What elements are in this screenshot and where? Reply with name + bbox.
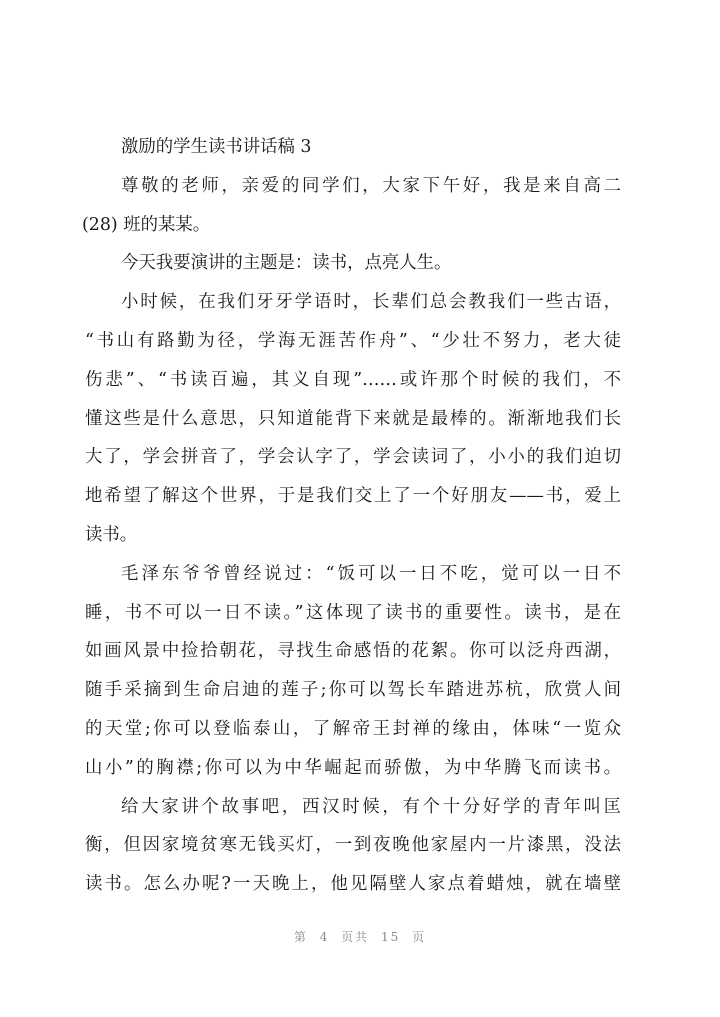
- paragraph-childhood-line: 伤悲”、“书读百遍，其义自现”……或许那个时候的我们，不: [85, 369, 621, 390]
- paragraph-quote-line: 毛泽东爷爷曾经说过：“饭可以一日不吃，觉可以一日不: [121, 563, 621, 584]
- paragraph-quote-line: 如画风景中捡拾朝花，寻找生命感悟的花絮。你可以泛舟西湖，: [85, 641, 621, 662]
- paragraph-childhood-line: 大了，学会拼音了，学会认字了，学会读词了，小小的我们迫切: [85, 447, 621, 468]
- paragraph-quote-line: 的天堂;你可以登临泰山，了解帝王封禅的缘由，体味“一览众: [85, 718, 621, 739]
- paragraph-topic-line: 今天我要演讲的主题是：读书，点亮人生。: [121, 253, 452, 274]
- paragraph-childhood-line: 读书。: [85, 524, 138, 545]
- paragraph-greeting-line: (28) 班的某某。: [82, 214, 211, 235]
- paragraph-story-line: 给大家讲个故事吧，西汉时候，有个十分好学的青年叫匡: [121, 796, 621, 817]
- document-title: 激励的学生读书讲话稿 3: [121, 137, 312, 157]
- paragraph-quote-line: 随手采摘到生命启迪的莲子;你可以驾长车踏进苏杭，欣赏人间: [85, 680, 621, 701]
- document-body: [82, 128, 621, 904]
- paragraph-childhood-line: “书山有路勤为径，学海无涯苦作舟”、“少壮不努力，老大徒: [85, 330, 621, 351]
- paragraph-greeting-line: 尊敬的老师，亲爱的同学们，大家下午好，我是来自高二: [121, 175, 621, 196]
- paragraph-quote-line: 山小”的胸襟;你可以为中华崛起而骄傲，为中华腾飞而读书。: [85, 757, 621, 778]
- paragraph-childhood-line: 小时候，在我们牙牙学语时，长辈们总会教我们一些古语，: [121, 292, 621, 313]
- paragraph-story-line: 衡，但因家境贫寒无钱买灯，一到夜晚他家屋内一片漆黑，没法: [85, 835, 621, 856]
- paragraph-childhood-line: 地希望了解这个世界，于是我们交上了一个好朋友——书，爱上: [85, 486, 621, 507]
- paragraph-story-line: 读书。怎么办呢?一天晚上，他见隔壁人家点着蜡烛，就在墙壁: [85, 874, 621, 895]
- paragraph-childhood-line: 懂这些是什么意思，只知道能背下来就是最棒的。渐渐地我们长: [85, 408, 621, 429]
- page-footer-number: 第 4 页共 15 页: [293, 930, 427, 944]
- paragraph-quote-line: 睡，书不可以一日不读。”这体现了读书的重要性。读书，是在: [85, 602, 621, 623]
